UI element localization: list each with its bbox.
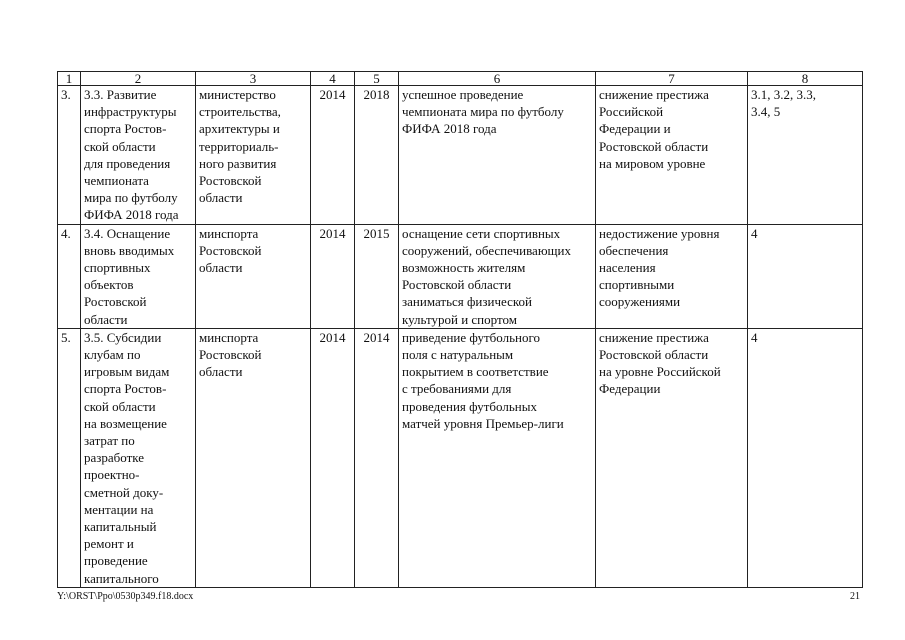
- table-header-row: [58, 72, 863, 86]
- indicators-cell: 4: [748, 328, 863, 587]
- start-year-cell: 2014: [311, 86, 355, 225]
- executor-cell: минспорта Ростовской области: [196, 328, 311, 587]
- end-year-cell: 2015: [355, 224, 399, 328]
- executor-cell: минспорта Ростовской области: [196, 224, 311, 328]
- row-number: 5.: [58, 328, 81, 587]
- activity-cell: 3.3. Развитие инфраструктуры спорта Ростов- ской области для проведения чемпионата мира по футболу ФИФА 2018 года: [81, 86, 196, 225]
- activity-cell: 3.4. Оснащение вновь вводимых спортивных объектов Ростовской области: [81, 224, 196, 328]
- consequence-cell: снижение престижа Российской Федерации и Ростовской области на мировом уровне: [596, 86, 748, 225]
- activity-cell: 3.5. Субсидии клубам по игровым видам спорта Ростов- ской области на возмещение затрат по разработке проектно- сметной доку- ментации на капитальный ремонт и проведение капитального: [81, 328, 196, 587]
- indicators-cell: 4: [748, 224, 863, 328]
- table-row: [58, 328, 863, 587]
- program-table: [57, 71, 863, 588]
- consequence-cell: недостижение уровня обеспечения населения спортивными сооружениями: [596, 224, 748, 328]
- start-year-cell: 2014: [311, 224, 355, 328]
- column-header: 3: [196, 72, 311, 86]
- column-header: 4: [311, 72, 355, 86]
- column-header: 8: [748, 72, 863, 86]
- start-year-cell: 2014: [311, 328, 355, 587]
- table-row: [58, 86, 863, 225]
- table-row: [58, 224, 863, 328]
- row-number: 3.: [58, 86, 81, 225]
- consequence-cell: снижение престижа Ростовской области на уровне Российской Федерации: [596, 328, 748, 587]
- indicators-cell: 3.1, 3.2, 3.3, 3.4, 5: [748, 86, 863, 225]
- footer-page-number: 21: [850, 591, 860, 602]
- column-header: 6: [399, 72, 596, 86]
- column-header: 2: [81, 72, 196, 86]
- end-year-cell: 2014: [355, 328, 399, 587]
- column-header: 5: [355, 72, 399, 86]
- result-cell: успешное проведение чемпионата мира по футболу ФИФА 2018 года: [399, 86, 596, 225]
- end-year-cell: 2018: [355, 86, 399, 225]
- executor-cell: министерство строительства, архитектуры и территориаль- ного развития Ростовской области: [196, 86, 311, 225]
- result-cell: приведение футбольного поля с натуральным покрытием в соответствие с требованиями для проведения футбольных матчей уровня Премьер-лиги: [399, 328, 596, 587]
- footer-file-path: Y:\ORST\Ppo\0530p349.f18.docx: [57, 591, 194, 602]
- column-header: 7: [596, 72, 748, 86]
- result-cell: оснащение сети спортивных сооружений, обеспечивающих возможность жителям Ростовской области заниматься физической культурой и спортом: [399, 224, 596, 328]
- column-header: 1: [58, 72, 81, 86]
- row-number: 4.: [58, 224, 81, 328]
